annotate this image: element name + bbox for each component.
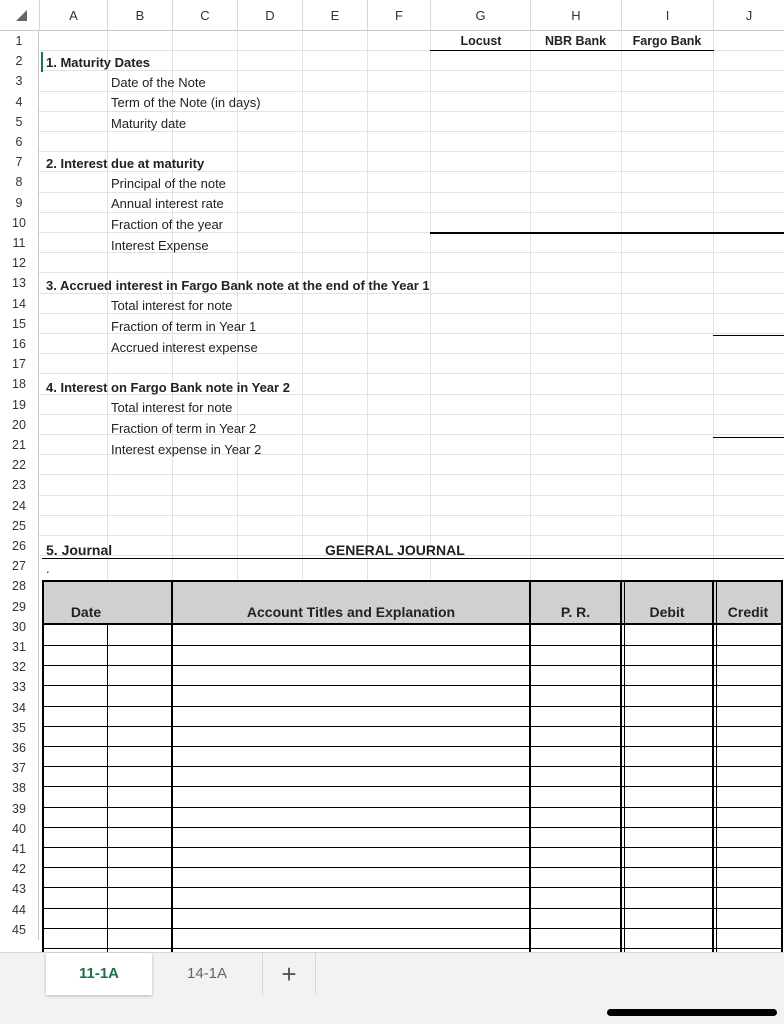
locust-header[interactable]: Locust [460,34,502,48]
row-gridline [39,192,784,193]
column-header-j[interactable]: J [713,0,784,31]
row-gridline [39,515,784,516]
journal-header-credit: Credit [727,604,769,620]
row-header[interactable]: 45 [0,920,39,940]
row-header[interactable]: 34 [0,698,39,718]
row-gridline [39,495,784,496]
section4-item[interactable]: Fraction of term in Year 2 [111,421,257,436]
home-indicator [607,1009,777,1016]
section3-item[interactable]: Fraction of term in Year 1 [111,319,257,334]
row-header[interactable]: 16 [0,334,39,354]
row-gridline [39,111,784,112]
row-gridline [39,373,784,374]
header-underline [430,50,714,51]
journal-row-line [42,928,782,929]
section2-item[interactable]: Fraction of the year [111,217,223,232]
row-header[interactable]: 5 [0,112,39,132]
column-header-h[interactable]: H [530,0,621,31]
row-header[interactable]: 19 [0,395,39,415]
journal-row-line [42,908,782,909]
journal-row-line [42,726,782,727]
row-header[interactable]: 24 [0,496,39,516]
row-header[interactable]: 31 [0,637,39,657]
column-gridline [302,31,303,581]
journal-title[interactable]: GENERAL JOURNAL [325,542,465,558]
column-header-d[interactable]: D [237,0,302,31]
column-gridline [237,31,238,581]
journal-row-line [42,847,782,848]
row-header[interactable]: 29 [0,597,39,617]
section2-item[interactable]: Interest Expense [111,238,209,253]
column-header-e[interactable]: E [302,0,367,31]
row-header[interactable]: 17 [0,354,39,374]
column-gridline [713,31,714,581]
row-header[interactable]: 4 [0,92,39,112]
section4-item[interactable]: Interest expense in Year 2 [111,442,262,457]
row-header[interactable]: 27 [0,556,39,576]
row-header[interactable]: 43 [0,879,39,899]
section2-item[interactable]: Annual interest rate [111,196,224,211]
row-header[interactable]: 15 [0,314,39,334]
journal-row-line [42,706,782,707]
column-gridline [367,31,368,581]
row-header[interactable]: 35 [0,718,39,738]
column-header-g[interactable]: G [430,0,530,31]
row-header[interactable]: 9 [0,193,39,213]
column-gridline [430,31,431,581]
row-header[interactable]: 39 [0,799,39,819]
section3-item[interactable]: Accrued interest expense [111,340,258,355]
row-header[interactable]: 42 [0,859,39,879]
row-header[interactable]: 2 [0,51,39,71]
row-gridline [39,212,784,213]
row-gridline [39,535,784,536]
row-header[interactable]: 22 [0,455,39,475]
row-gridline [39,131,784,132]
column-gridline [107,31,108,581]
row-gridline [39,171,784,172]
row-header[interactable]: 11 [0,233,39,253]
row-header[interactable]: 26 [0,536,39,556]
row-header[interactable]: 37 [0,758,39,778]
column-header-b[interactable]: B [107,0,172,31]
section3-item[interactable]: Total interest for note [111,298,233,313]
journal-header-debit: Debit [649,604,685,620]
journal-label[interactable]: 5. Journal [46,542,113,558]
select-all-icon [16,10,27,21]
journal-top-border [42,580,782,582]
section1-item[interactable]: Date of the Note [111,75,206,90]
column-gridline [621,31,622,581]
row-header[interactable]: 3 [0,71,39,91]
journal-row-line [42,685,782,686]
journal-row-line [42,665,782,666]
journal-header-border [42,623,782,625]
journal-header-pr: P. R. [560,604,591,620]
section2-title[interactable]: 2. Interest due at maturity [46,156,205,171]
sheet-tab-11-1a[interactable]: 11-1A [46,953,152,995]
section2-item[interactable]: Principal of the note [111,176,226,191]
section4-item[interactable]: Total interest for note [111,400,233,415]
column-header-i[interactable]: I [621,0,713,31]
section3-title[interactable]: 3. Accrued interest in Fargo Bank note at the end of the Year 1 [46,278,430,293]
row-header[interactable]: 14 [0,294,39,314]
column-gridline [530,31,531,581]
select-all-corner[interactable] [0,0,39,31]
row-header[interactable]: 36 [0,738,39,758]
journal-row-line [42,827,782,828]
add-sheet-icon[interactable]: + [262,953,316,995]
row-header[interactable]: 20 [0,415,39,435]
journal-row-line [42,766,782,767]
journal-row-line [42,645,782,646]
column-header-c[interactable]: C [172,0,237,31]
row-gridline [39,474,784,475]
journal-title-underline [42,558,784,559]
row-header[interactable]: 32 [0,657,39,677]
journal-header-account: Account Titles and Explanation [246,604,456,620]
row-header[interactable]: 6 [0,132,39,152]
row-gridline [39,272,784,273]
row-gridline [39,91,784,92]
cell-dot[interactable]: . [46,561,50,576]
row-header[interactable]: 7 [0,152,39,172]
row-header[interactable]: 1 [0,31,39,51]
row-header[interactable]: 25 [0,516,39,536]
row-header[interactable]: 13 [0,273,39,293]
row-header[interactable]: 12 [0,253,39,273]
row-header[interactable]: 10 [0,213,39,233]
nbr-bank-header[interactable]: NBR Bank [544,34,607,48]
section1-item[interactable]: Term of the Note (in days) [111,95,261,110]
row-gridline [39,70,784,71]
active-cell-indicator [41,52,43,72]
total-border-row10 [430,232,784,234]
column-header-f[interactable]: F [367,0,430,31]
row-header[interactable]: 21 [0,435,39,455]
section4-title[interactable]: 4. Interest on Fargo Bank note in Year 2 [46,380,290,395]
row-header[interactable]: 18 [0,374,39,394]
row-header[interactable]: 33 [0,677,39,697]
sheet-tab-14-1a[interactable]: 14-1A [186,965,228,982]
journal-row-line [42,948,782,949]
row-header[interactable]: 44 [0,900,39,920]
total-border-row15 [713,335,784,336]
journal-row-line [42,786,782,787]
journal-row-line [42,867,782,868]
row-header[interactable]: 23 [0,475,39,495]
journal-header-date: Date [70,604,102,620]
row-header[interactable]: 28 [0,576,39,596]
row-gridline [39,151,784,152]
row-header[interactable]: 38 [0,778,39,798]
row-header[interactable]: 40 [0,819,39,839]
journal-row-line [42,746,782,747]
row-header[interactable]: 41 [0,839,39,859]
section1-item[interactable]: Maturity date [111,116,187,131]
total-border-row20 [713,437,784,438]
row-header[interactable]: 8 [0,172,39,192]
column-header-a[interactable]: A [39,0,107,31]
fargo-bank-header[interactable]: Fargo Bank [632,34,702,48]
journal-row-line [42,887,782,888]
section1-title[interactable]: 1. Maturity Dates [46,55,151,70]
journal-row-line [42,807,782,808]
row-header[interactable]: 30 [0,617,39,637]
